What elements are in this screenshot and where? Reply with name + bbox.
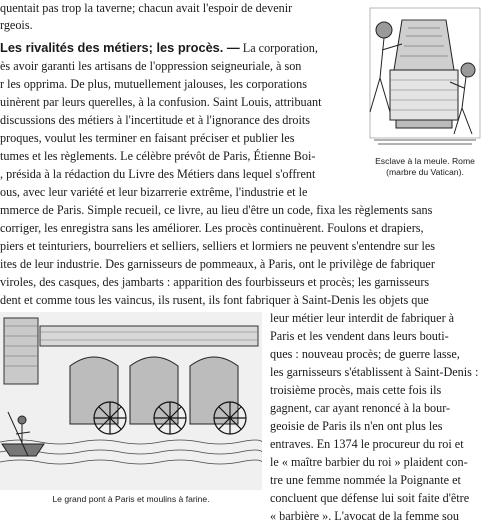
text-line: piers et teinturiers, bourreliers et selliers, selliers et lormiers ne peuvent s'entendre sur les bbox=[0, 239, 436, 253]
slave-mill-engraving bbox=[350, 0, 500, 150]
bridge-mills-engraving bbox=[0, 312, 262, 490]
text-line: troisième procès, mais cette fois ils bbox=[270, 383, 442, 397]
text-line: corriger, les enregistra sans les améliorer. Les procès continuèrent. Foulons et drapiers, bbox=[0, 221, 424, 235]
text-line: viroles, des casques, des jambarts : apparition des fourbisseurs et procès; les garnisseurs bbox=[0, 275, 430, 289]
text-line: le « maître barbier du roi » plaident con- bbox=[270, 455, 468, 469]
text-line: mmerce de Paris. Simple recueil, ce livre, au lieu d'être un code, fixa les règlements sans bbox=[0, 203, 433, 217]
caption-line: (marbre du Vatican). bbox=[386, 167, 464, 177]
caption-line: Esclave à la meule. Rome bbox=[375, 156, 475, 166]
text-line: ites de leur industrie. Des garnisseurs de pommeaux, à Paris, ont le privilège de fabriquer bbox=[0, 257, 435, 271]
text-line: geoisie de Paris ils n'en ont plus les bbox=[270, 419, 443, 433]
text-line: tre une femme nommée la Poignante et bbox=[270, 473, 461, 487]
text-line: entraves. En 1374 le procureur du roi et bbox=[270, 437, 464, 451]
text-line: tumes et les règlements. Le célèbre prévôt de Paris, Étienne Boi- bbox=[0, 149, 316, 163]
figure-bridge-mills bbox=[0, 312, 262, 490]
text-line: ques : nouveau procès; de guerre lasse, bbox=[270, 347, 460, 361]
text-line: leur métier leur interdit de fabriquer à bbox=[270, 311, 455, 325]
text-line: ous, avec leur variété et leur bizarrerie extrême, l'industrie et le bbox=[0, 185, 308, 199]
text-line: Paris et les vendent dans leurs bouti- bbox=[270, 329, 449, 343]
text-line: r les opprima. De plus, mutuellement jalouses, les corporations bbox=[0, 77, 307, 91]
figure-caption-slave bbox=[350, 156, 500, 178]
text-line: ès avoir garanti les artisans de l'oppression seigneuriale, à son bbox=[0, 59, 302, 73]
text-line: gagnent, car ayant renoncé à la bour- bbox=[270, 401, 451, 415]
text-line: proques, voulut les terminer en faisant préciser et publier les bbox=[0, 131, 295, 145]
text-line: « barbière ». L'avocat de la femme sou bbox=[270, 509, 459, 523]
figure-slave-mill bbox=[350, 0, 500, 150]
text-line: , présida à la rédaction du Livre des Métiers dans lequel s'offrent bbox=[0, 167, 316, 181]
text-line: rgeois. bbox=[0, 18, 33, 32]
figure-caption-bridge: Le grand pont à Paris et moulins à farine. bbox=[52, 494, 210, 504]
section-heading-line bbox=[0, 40, 318, 56]
section-lead: La corporation, bbox=[239, 41, 318, 55]
text-line: les garnisseurs s'établissent à Saint-Denis : bbox=[270, 365, 479, 379]
text-line: dent et comme tous les vaincus, ils rusent, ils font fabriquer à Saint-Denis les objets que bbox=[0, 293, 429, 307]
text-line: quentait pas trop la taverne; chacun avait l'espoir de devenir bbox=[0, 1, 293, 15]
text-line: concluent que défense lui soit faite d'être bbox=[270, 491, 470, 505]
section-heading: Les rivalités des métiers; les procès. — bbox=[0, 40, 240, 55]
text-line: uinèrent par leurs querelles, à la confusion. Saint Louis, attribuant bbox=[0, 95, 322, 109]
text-line: discussions des métiers à l'incertitude et à l'ignorance des droits bbox=[0, 113, 311, 127]
